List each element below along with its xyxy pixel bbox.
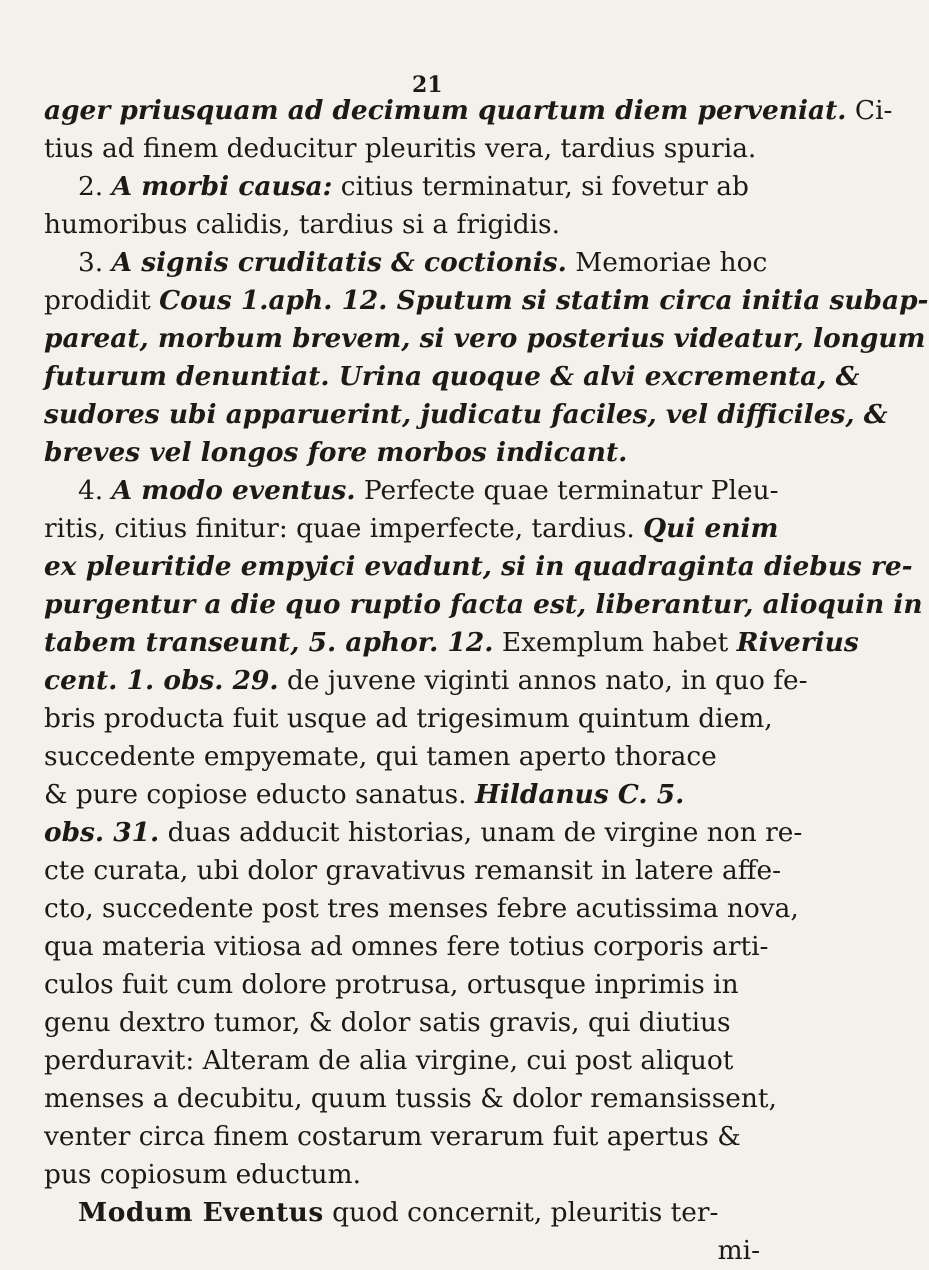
text-line — [44, 434, 784, 472]
text-line — [44, 928, 784, 966]
text-segment: & pure copiose educto sanatus. — [44, 779, 475, 810]
text-segment: pus copiosum eductum. — [44, 1159, 361, 1190]
text-segment: sudores ubi apparuerint, judicatu faciles, vel difficiles, & — [44, 399, 888, 430]
text-segment: qua materia vitiosa ad omnes fere totius corporis arti- — [44, 931, 769, 962]
text-segment: A signis cruditatis & coctionis. — [111, 247, 567, 278]
text-line — [44, 738, 784, 776]
text-segment: tius ad finem deducitur pleuritis vera, tardius spuria. — [44, 133, 757, 164]
text-segment: purgentur a die quo ruptio facta est, liberantur, alioquin in — [44, 589, 923, 620]
text-line — [44, 890, 799, 928]
text-line — [44, 472, 784, 510]
text-line — [44, 700, 784, 738]
text-segment: humoribus calidis, tardius si a frigidis. — [44, 209, 560, 240]
text-line — [44, 1194, 784, 1232]
text-segment: pareat, morbum brevem, si vero posterius videatur, longum — [44, 323, 926, 354]
text-line — [44, 624, 859, 662]
text-segment: Modum Eventus — [78, 1197, 324, 1228]
text-line — [44, 282, 929, 320]
text-line — [44, 92, 893, 130]
text-segment: Riverius — [736, 627, 859, 658]
text-line — [44, 358, 860, 396]
text-line — [44, 510, 784, 548]
text-line — [44, 320, 926, 358]
text-segment: prodidit — [44, 285, 160, 316]
text-segment: culos fuit cum dolore protrusa, ortusque inprimis in — [44, 969, 739, 1000]
text-line — [44, 168, 784, 206]
text-segment: duas adducit historias, unam de virgine non re- — [159, 817, 803, 848]
text-line — [44, 966, 784, 1004]
text-segment: genu dextro tumor, & dolor satis gravis, qui diutius — [44, 1007, 731, 1038]
text-line — [44, 244, 784, 282]
text-line — [44, 852, 784, 890]
text-segment: obs. 31. — [44, 817, 160, 848]
text-line — [44, 130, 784, 168]
text-segment: Cous 1.aph. 12. Sputum si statim circa initia subap- — [159, 285, 929, 316]
text-segment: mi- — [717, 1235, 760, 1266]
text-line — [44, 548, 913, 586]
text-segment: ritis, citius finitur: quae imperfecte, tardius. — [44, 513, 644, 544]
text-segment: succedente empyemate, qui tamen aperto thorace — [44, 741, 717, 772]
text-segment: quod concernit, pleuritis ter- — [323, 1197, 719, 1228]
text-segment: A morbi causa: — [111, 171, 333, 202]
text-segment: 4. — [78, 475, 112, 506]
text-segment: perduravit: Alteram de alia virgine, cui post aliquot — [44, 1045, 734, 1076]
text-line — [44, 776, 784, 814]
text-segment: Exemplum habet — [493, 627, 737, 658]
body-text — [44, 92, 929, 1270]
text-segment: cte curata, ubi dolor gravativus remansit in latere affe- — [44, 855, 782, 886]
text-line — [44, 586, 923, 624]
text-segment: ager priusquam ad decimum quartum diem perveniat. — [44, 95, 847, 126]
text-line — [44, 814, 803, 852]
text-segment: cto, succedente post tres menses febre acutissima nova, — [44, 893, 799, 924]
text-segment: tabem transeunt, 5. aphor. 12. — [44, 627, 494, 658]
text-line — [44, 1232, 784, 1270]
text-segment: 2. — [78, 171, 112, 202]
text-segment: venter circa finem costarum verarum fuit apertus & — [44, 1121, 741, 1152]
text-segment: menses a decubitu, quum tussis & dolor remansissent, — [44, 1083, 777, 1114]
text-segment: cent. 1. obs. 29. — [44, 665, 279, 696]
text-segment: Qui enim — [643, 513, 779, 544]
text-line — [44, 662, 808, 700]
text-segment: ex pleuritide empyici evadunt, si in quadraginta diebus re- — [44, 551, 913, 582]
text-line — [44, 1004, 784, 1042]
text-line — [44, 396, 888, 434]
text-segment: citius terminatur, si fovetur ab — [332, 171, 749, 202]
text-line — [44, 1042, 784, 1080]
text-segment: Memoriae hoc — [566, 247, 768, 278]
text-segment: A modo eventus. — [111, 475, 356, 506]
text-line — [44, 1156, 784, 1194]
text-line — [44, 206, 784, 244]
text-segment: de juvene viginti annos nato, in quo fe- — [278, 665, 808, 696]
text-segment: breves vel longos fore morbos indicant. — [44, 437, 628, 468]
page-number: 21 — [412, 72, 443, 98]
text-line — [44, 1080, 784, 1118]
text-segment: 3. — [78, 247, 112, 278]
text-segment: Perfecte quae terminatur Pleu- — [355, 475, 779, 506]
text-segment: Ci- — [846, 95, 893, 126]
text-line — [44, 1118, 784, 1156]
text-segment: futurum denuntiat. Urina quoque & alvi excrementa, & — [44, 361, 860, 392]
text-segment: Hildanus C. 5. — [474, 779, 685, 810]
text-segment: bris producta fuit usque ad trigesimum quintum diem, — [44, 703, 773, 734]
